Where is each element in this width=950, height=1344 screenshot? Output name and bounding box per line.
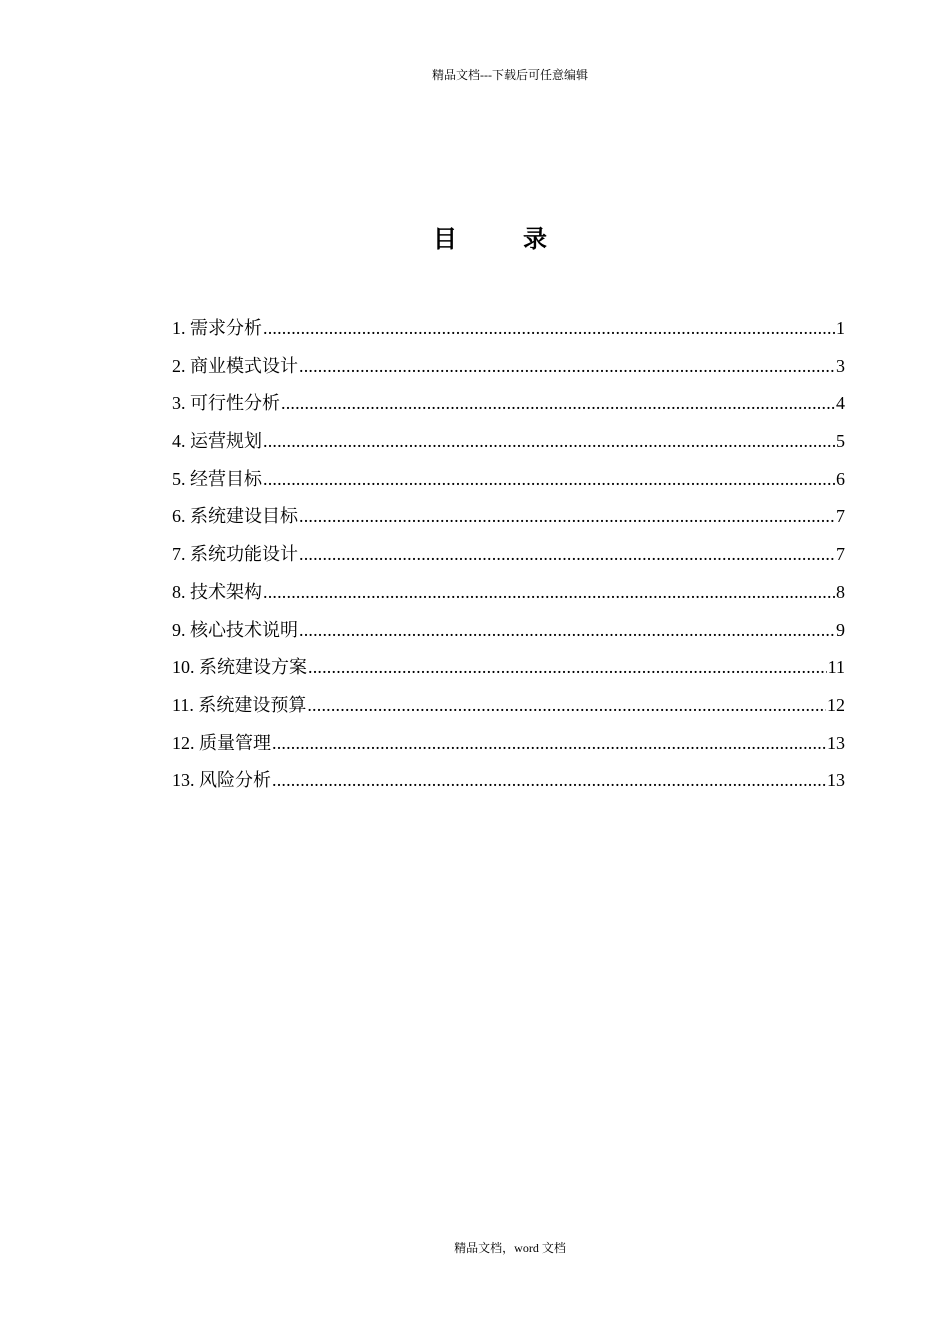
toc-entry-label: 7. 系统功能设计 <box>172 544 298 565</box>
toc-entry-page: 13 <box>827 770 845 791</box>
toc-dot-leader <box>299 352 835 380</box>
toc-dot-leader <box>299 502 835 530</box>
toc-entry-label: 11. 系统建设预算 <box>172 694 307 715</box>
toc-entry-page: 13 <box>827 732 845 753</box>
toc-entry-page: 11 <box>827 657 845 678</box>
toc-entry-label: 6. 系统建设目标 <box>172 506 298 527</box>
toc-entry-page: 7 <box>836 506 845 527</box>
toc-dot-leader <box>263 578 835 606</box>
toc-entry[interactable] <box>172 653 845 691</box>
toc-entry[interactable] <box>172 465 845 503</box>
toc-entry-page: 5 <box>836 431 845 452</box>
toc-dot-leader <box>307 691 826 719</box>
toc-entry-label: 3. 可行性分析 <box>172 393 280 414</box>
toc-entry[interactable] <box>172 502 845 540</box>
toc-entry[interactable] <box>172 314 845 352</box>
toc-entry[interactable] <box>172 766 845 804</box>
page-header: 精品文档---下载后可任意编辑 <box>432 68 588 82</box>
toc-entry-page: 7 <box>836 544 845 565</box>
toc-dot-leader <box>281 389 835 417</box>
toc-entry-page: 6 <box>836 468 845 489</box>
toc-dot-leader <box>263 465 835 493</box>
toc-entry-page: 9 <box>836 619 845 640</box>
toc-entry[interactable] <box>172 578 845 616</box>
toc-entry-label: 5. 经营目标 <box>172 468 262 489</box>
toc-entry[interactable] <box>172 427 845 465</box>
toc-entry-label: 2. 商业模式设计 <box>172 355 298 376</box>
toc-entry-label: 1. 需求分析 <box>172 318 262 338</box>
toc-entry[interactable] <box>172 616 845 654</box>
toc-entry-page: 8 <box>836 581 845 602</box>
toc-entry[interactable] <box>172 352 845 390</box>
toc-dot-leader <box>272 729 826 757</box>
toc-dot-leader <box>272 766 826 794</box>
toc-entry[interactable] <box>172 540 845 578</box>
toc-entry-page: 3 <box>836 355 845 376</box>
toc-dot-leader <box>308 653 827 681</box>
toc-entry-label: 12. 质量管理 <box>172 732 271 753</box>
toc-entry-label: 9. 核心技术说明 <box>172 619 298 640</box>
toc-entry-page: 1 <box>836 318 845 338</box>
toc-dot-leader <box>299 540 835 568</box>
toc-entry-label: 4. 运营规划 <box>172 431 262 452</box>
toc-entry-label: 13. 风险分析 <box>172 770 271 791</box>
toc-entry[interactable] <box>172 729 845 767</box>
toc-entry[interactable] <box>172 691 845 729</box>
toc-entry-page: 4 <box>836 393 845 414</box>
toc-entry-label: 10. 系统建设方案 <box>172 657 307 678</box>
page-footer: 精品文档，word 文档 <box>454 1241 566 1255</box>
toc-dot-leader <box>263 314 835 342</box>
toc-dot-leader <box>263 427 835 455</box>
toc-entry[interactable] <box>172 389 845 427</box>
toc-entry-page: 12 <box>827 694 845 715</box>
toc-title: 目 录 <box>433 227 577 253</box>
toc-dot-leader <box>299 616 835 644</box>
table-of-contents <box>172 314 845 804</box>
toc-entry-label: 8. 技术架构 <box>172 581 262 602</box>
